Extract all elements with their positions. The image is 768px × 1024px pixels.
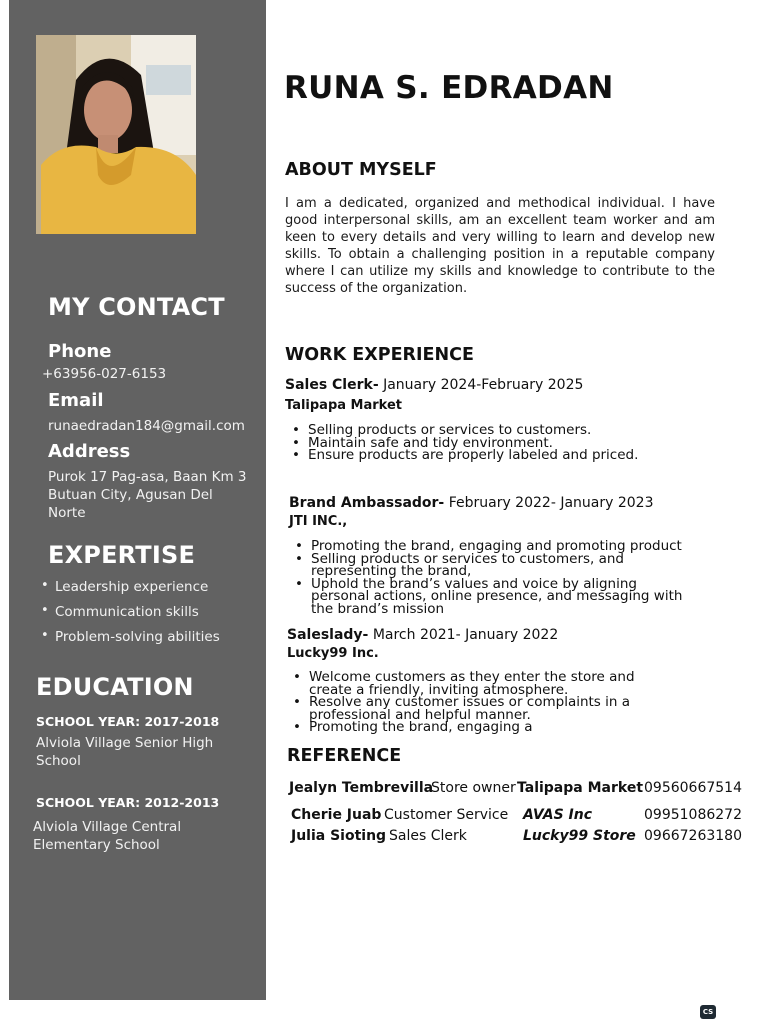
expertise-item: • Leadership experience (37, 579, 220, 604)
reference-name-text: Cherie Juab (291, 807, 382, 823)
reference-company (523, 807, 592, 823)
reference-company-text: Talipapa Market (517, 780, 644, 796)
job-duty: • Resolve any customer issues or complaints in a professional and helpful manner. (287, 696, 639, 721)
reference-company-text: AVAS Inc (523, 807, 593, 823)
profile-photo-image (36, 35, 196, 234)
expertise-item: • Communication skills (37, 604, 220, 629)
reference-company-text: Lucky99 Store (523, 828, 636, 844)
job-duty: • Selling products or services to customers, and representing the brand, (289, 553, 631, 578)
reference-position: Customer Service (384, 807, 509, 823)
job-duty: • Selling products or services to customers. (286, 424, 726, 437)
job-title: Saleslady- (287, 627, 369, 643)
job-dates: March 2021- January 2022 (368, 627, 559, 643)
contact-heading: MY CONTACT (48, 293, 225, 321)
full-name: RUNA S. EDRADAN (284, 70, 614, 106)
job-duty: • Maintain safe and tidy environment. (286, 437, 726, 450)
reference-phone: 09667263180 (644, 828, 742, 844)
address-line-3: Norte (48, 505, 86, 521)
job-duty: • Ensure products are properly labeled and priced. (286, 449, 726, 462)
reference-name (289, 780, 433, 796)
email-value: runaedradan184@gmail.com (48, 418, 245, 434)
phone-label: Phone (48, 341, 112, 362)
education-year: SCHOOL YEAR: 2012-2013 (36, 795, 220, 810)
education-school-line-2: Elementary School (33, 837, 160, 853)
education-heading: EDUCATION (36, 673, 194, 701)
job-dates: January 2024-February 2025 (378, 377, 584, 393)
job-company: Talipapa Market (285, 398, 403, 413)
job-title-line (289, 495, 653, 511)
job-title-line (285, 377, 583, 393)
reference-company (517, 780, 643, 796)
address-line-1: Purok 17 Pag-asa, Baan Km 3 (48, 469, 247, 485)
about-text: I am a dedicated, organized and methodical individual. I have good interpersonal skills, am an excellent team worker and am keen to every details and very willing to learn and develop new skills. To obtain a challenging position in a reputable company where I can utilize my skills and knowledge to contribute to the success of the organization. (285, 196, 715, 296)
job-duties (286, 424, 726, 462)
reference-position: Sales Clerk (389, 828, 467, 844)
work-heading: WORK EXPERIENCE (285, 345, 474, 365)
job-title-line (287, 627, 558, 643)
expertise-list (37, 579, 220, 654)
expertise-heading: EXPERTISE (48, 541, 196, 569)
reference-name (291, 807, 381, 823)
job-duties (287, 671, 687, 734)
reference-company (523, 828, 636, 844)
job-title: Sales Clerk- (285, 377, 379, 393)
email-label: Email (48, 390, 104, 411)
job-duty: • Promoting the brand, engaging and promoting product (289, 540, 689, 553)
job-duty: • Uphold the brand’s values and voice by aligning personal actions, online presence, and messaging with the brand’s mission (289, 578, 691, 616)
reference-phone: 09951086272 (644, 807, 742, 823)
reference-name-text: Jealyn Tembrevilla (289, 780, 434, 796)
reference-name-text: Julia Sioting (291, 828, 387, 844)
education-school-line-1: Alviola Village Senior High (36, 735, 214, 751)
education-year: SCHOOL YEAR: 2017-2018 (36, 714, 220, 729)
job-duty: • Promoting the brand, engaging a (287, 721, 687, 734)
canva-cs-logo-icon: CS (700, 1005, 716, 1019)
expertise-item: • Problem-solving abilities (37, 629, 220, 654)
reference-position: Store owner (431, 780, 516, 796)
job-company: JTI INC., (289, 514, 348, 529)
education-school-line-2: School (36, 753, 81, 769)
job-dates: February 2022- January 2023 (444, 495, 654, 511)
education-school-line-1: Alviola Village Central (33, 819, 182, 835)
about-heading: ABOUT MYSELF (285, 160, 437, 180)
address-line-2: Butuan City, Agusan Del (48, 487, 213, 503)
profile-photo (36, 35, 196, 234)
job-duties (289, 540, 689, 615)
reference-name (291, 828, 386, 844)
address-label: Address (48, 441, 131, 462)
job-duty: • Welcome customers as they enter the store and create a friendly, inviting atmosphere. (287, 671, 679, 696)
reference-phone: 09560667514 (644, 780, 742, 796)
reference-heading: REFERENCE (287, 746, 402, 766)
job-company: Lucky99 Inc. (287, 646, 379, 661)
phone-value: +63956-027-6153 (42, 366, 167, 382)
job-title: Brand Ambassador- (289, 495, 445, 511)
